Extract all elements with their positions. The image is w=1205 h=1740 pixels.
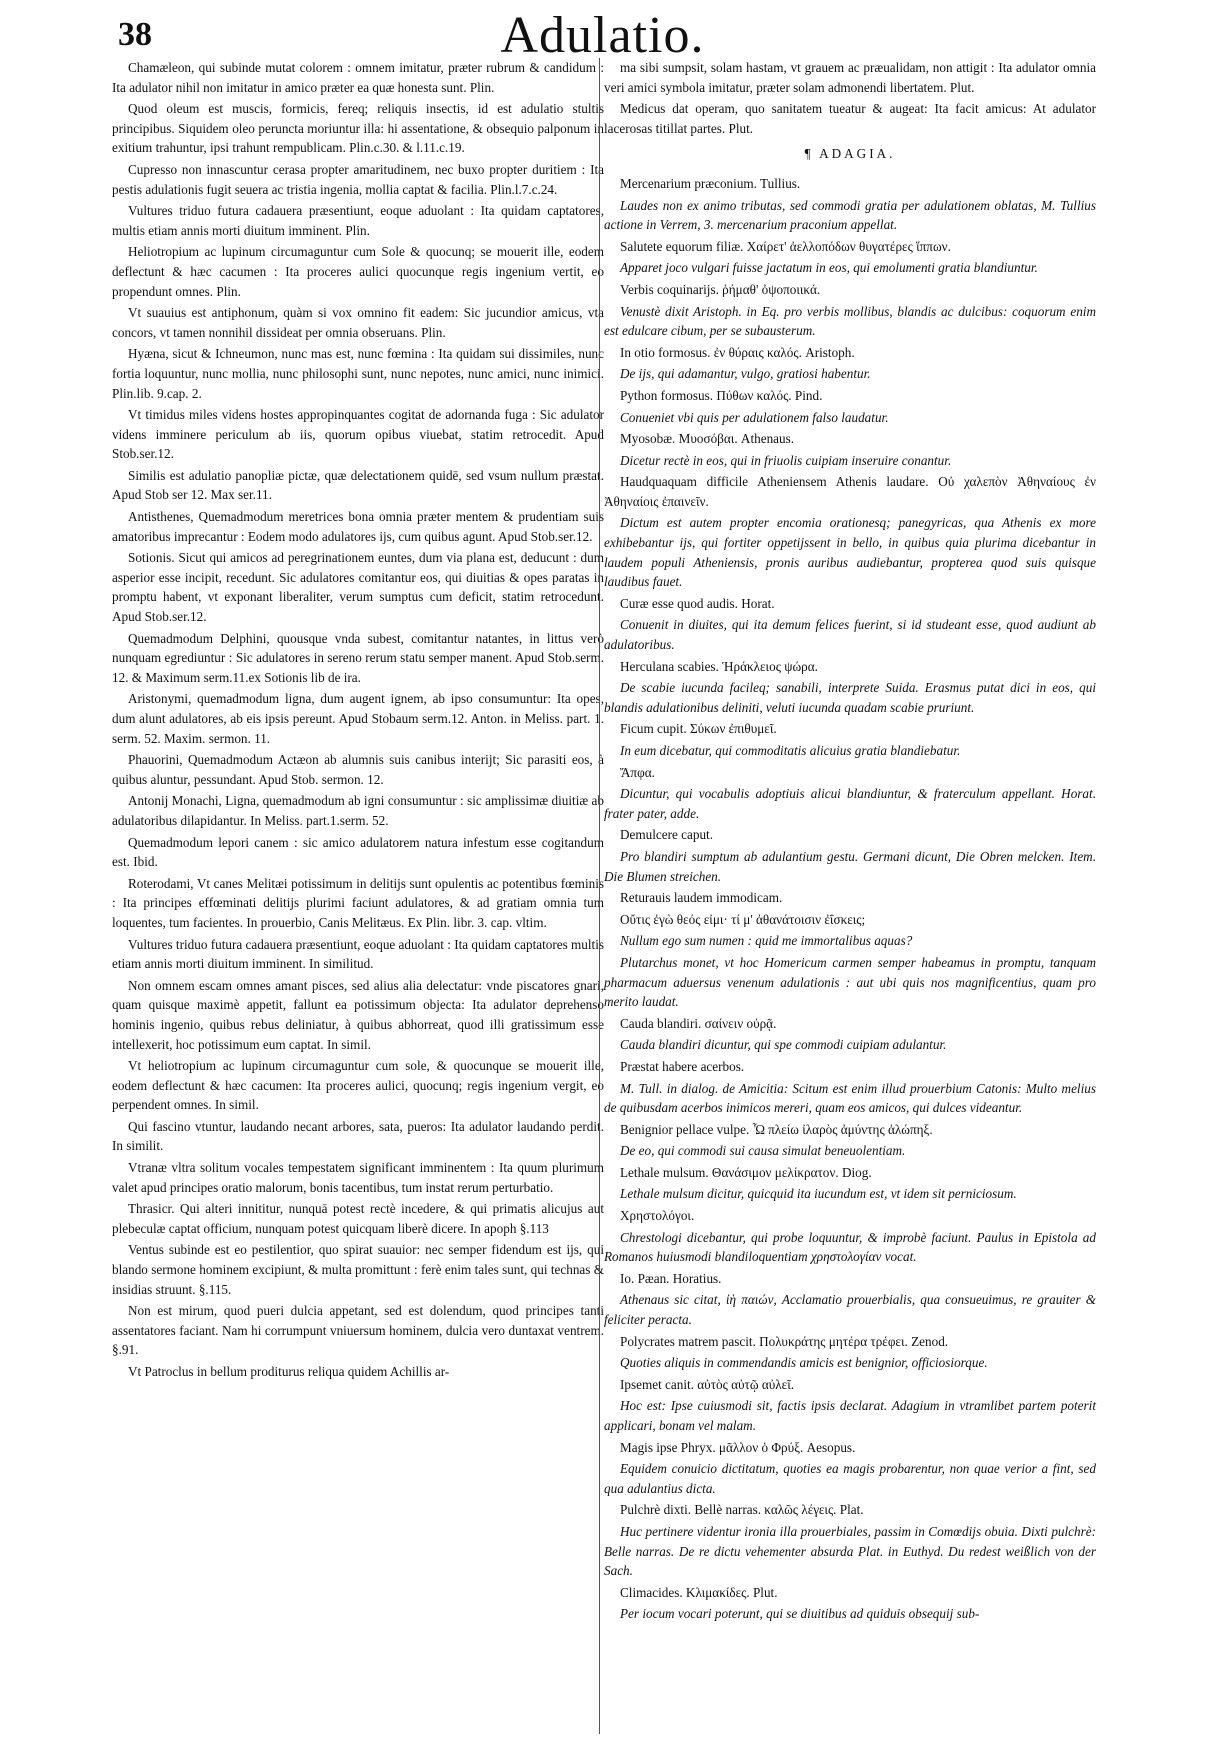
right-paragraph: Per iocum vocari poterunt, qui se diuitibus ad quiduis obsequij sub- (620, 1606, 980, 1622)
right-paragraph: Ficum cupit. Σύκων ἐπιθυμεῖ. (620, 721, 777, 737)
right-paragraph: Magis ipse Phryx. μᾶλλον ὁ Φρύξ. Aesopus. (620, 1439, 856, 1455)
right-paragraph: Mercenarium præconium. Tullius. (620, 175, 801, 191)
right-paragraph: Venustè dixit Aristoph. in Eq. pro verbis mollibus, blandis ac dulcibus: coquorum enim est edulcare cibum, per se subausterum. (604, 303, 1096, 339)
right-paragraph: Nullum ego sum numen : quid me immortalibus aquas? (620, 933, 913, 949)
left-paragraph: Quemadmodum lepori canem : sic amico adulatorem natura infestum esse cogitandum est. Ibid. (112, 834, 604, 870)
column-divider (599, 58, 600, 1734)
left-paragraph: Cupresso non innascuntur cerasa propter amaritudinem, nec buxo propter duritiem : Ita pestis adulationis fugit seuera ac tristia ingenia, mollia captat & facilia. Plin.l.7.c.24. (112, 161, 604, 197)
right-paragraph: Salutete equorum filiæ. Χαίρετ' ἀελλοπόδων θυγατέρες ἵππων. (620, 238, 951, 254)
right-paragraph: Dictum est autem propter encomia orationesq; panegyricas, qua Athenis ex more exhibebantur ijs, qui fortiter oppetijssent in bello, in quibus quia plurima dicebantur in laudem populi Atheniensis, pronis auribus audiebantur, propterea quod suis quisque laudibus fauet. (604, 515, 1096, 590)
left-paragraph: Thrasicr. Qui alteri innititur, nunquā potest rectè incedere, & qui primatis alicujus aut plebeculæ captat officium, nunquam potest quicquam liberè dicere. In apoph §.113 (112, 1201, 604, 1236)
right-paragraph: Οὔτις ἐγὼ θεός εἰμι· τί μ' ἀθανάτοισιν ἐΐσκεις; (620, 911, 866, 927)
right-paragraph: Io. Pæan. Horatius. (620, 1270, 722, 1286)
left-paragraph: Qui fascino vtuntur, laudando necant arbores, sata, pueros: Ita adulator laudando perdit. In similit. (112, 1118, 604, 1154)
right-paragraph: Lethale mulsum. Θανάσιμον μελίκρατον. Diog. (620, 1164, 872, 1180)
left-paragraph: Ventus subinde est eo pestilentior, quo spirat suauior: nec semper fidendum est ijs, qui blando sermone hominem excipiunt, & multa promittunt : ferè enim tales sunt, qui technas & insidias struunt. §.115. (112, 1242, 604, 1297)
left-paragraph: Non est mirum, quod pueri dulcia appetant, sed est dolendum, quod principes tanti assentatores faciant. Nam hi corrumpunt vniuersum hominem, dulcia vero duntaxat ventrem. §.91. (112, 1303, 604, 1358)
left-column (112, 58, 604, 1384)
right-paragraph: Conuenit in diuites, qui ita demum felices fuerint, si id studeant esse, quod audiunt ab adulatoribus. (604, 617, 1096, 653)
left-paragraph: Chamæleon, qui subinde mutat colorem : omnem imitatur, præter rubrum & candidum : Ita adulator nihil non imitatur in amico præter ea quæ honesta sunt. Plin. (112, 60, 604, 95)
right-paragraph: Benignior pellace vulpe. Ὦ πλείω ἰλαρὸς ἀμύντης ἀλώπηξ. (620, 1121, 933, 1137)
adagia-heading: ¶ ADAGIA. (804, 146, 896, 162)
right-paragraph: Returauis laudem immodicam. (620, 890, 783, 906)
right-paragraph: In eum dicebatur, qui commoditatis alicuius gratia blandiebatur. (620, 743, 961, 758)
right-paragraph: Athenaus sic citat, ἰὴ παιών, Acclamatio prouerbialis, qua consueuimus, re grauiter & feliciter peracta. (604, 1292, 1096, 1328)
right-paragraph: Medicus dat operam, quo sanitatem tueatur & augeat: Ita facit amicus: At adulator lacerosas titillat partes. Plut. (604, 101, 1096, 136)
left-paragraph: Vultures triduo futura cadauera præsentiunt, eoque aduolant : Ita quidam captatores multis etiam annis morti diuitum imminent. In similitud. (112, 936, 605, 972)
left-paragraph: Similis est adulatio panopliæ pictæ, quæ delectationem quidē, sed vsum nullum præstat. Apud Stob ser 12. Max ser.11. (112, 467, 604, 503)
right-paragraph: Dicetur rectè in eos, qui in friuolis cuipiam inseruire conantur. (620, 452, 952, 468)
left-paragraph: Non omnem escam omnes amant pisces, sed alius alia delectatur: vnde piscatores gnari, quam quisque maximè appetit, fallunt ea potissimum objecta: Ita adulator deprehenso hominis ingenio, quibus rebus deliniatur, à quibus abhorreat, quod illi gratissimum esse intellexerit, hoc potissimum eum captat. In simil. (112, 977, 604, 1052)
right-paragraph: Conueniet vbi quis per adulationem falso laudatur. (620, 409, 889, 425)
right-paragraph: Apparet joco vulgari fuisse jactatum in eos, qui emolumenti gratia blandiuntur. (620, 260, 1038, 276)
right-paragraph: Demulcere caput. (620, 827, 713, 843)
right-paragraph: Præstat habere acerbos. (620, 1058, 745, 1074)
right-paragraph: Herculana scabies. Ἡράκλειος ψώρα. (620, 658, 818, 674)
right-paragraph: Pulchrè dixti. Bellè narras. καλῶς λέγεις. Plat. (620, 1502, 864, 1518)
left-paragraph: Quemadmodum Delphini, quousque vnda subest, comitantur natantes, in littus verò nunquam egrediuntur : Sic adulatores in sereno rerum statu semper manent. Apud Stob.serm. 12. & Maximum serm.11.ex Sotionis lib de ira. (112, 630, 604, 685)
right-paragraph: Python formosus. Πύθων καλός. Pind. (620, 387, 823, 403)
page-number: 38 (118, 16, 152, 53)
right-paragraph: Dicuntur, qui vocabulis adoptiuis alicui blandiuntur, & fraterculum appellant. Horat. frater pater, adde. (604, 786, 1096, 821)
left-paragraph: Hyæna, sicut & Ichneumon, nunc mas est, nunc fœmina : Ita quidam sui dissimiles, nunc fortia loquuntur, nunc mollia, nunc philosophi sunt, nunc nepotes, nunc amici, nunc inimici. Plin.lib. 9.cap. 2. (112, 346, 604, 401)
right-paragraph: Pro blandiri sumptum ab adulantium gestu. Germani dicunt, Die Obren melcken. Item. Die Blumen streichen. (604, 848, 1096, 884)
right-paragraph: Quoties aliquis in commendandis amicis est benignior, officiosiorque. (620, 1355, 988, 1371)
right-paragraph: Myosobæ. Μυοσόβαι. Athenaus. (620, 431, 795, 447)
right-paragraph: ma sibi sumpsit, solam hastam, vt grauem ac præualidam, non attigit : Ita adulator omnia veri amici symbola imitatur, præter solam admonendi libertatem. Plut. (604, 60, 1096, 95)
left-paragraph: Sotionis. Sicut qui amicos ad peregrinationem euntes, dum via plana est, deducunt : dum asperior esse incipit, recedunt. Sic adulatores comitantur eos, qui diuitias & opes paratas in promptu habent, vt exponant liberaliter, verum sumptus cum deficit, statim retrocedunt. Apud Stob.ser.12. (112, 550, 604, 625)
left-paragraph: Vt Patroclus in bellum proditurus reliqua quidem Achillis ar- (128, 1364, 450, 1379)
right-paragraph: M. Tull. in dialog. de Amicitia: Scitum est enim illud prouerbium Catonis: Multo melius de quibusdam acerbos inimicos mereri, quam eos amicos, qui dulces videantur. (604, 1080, 1096, 1116)
right-paragraph: Plutarchus monet, vt hoc Homericum carmen semper habeamus in promptu, tanquam pharmacum aduersus venenum adulationis : aut ubi quis nos magnificentius, quam pro merito laudat. (604, 954, 1096, 1010)
right-paragraph: Lethale mulsum dicitur, quicquid ita iucundum est, vt idem sit perniciosum. (620, 1186, 1017, 1202)
right-paragraph: Chrestologi dicebantur, qui probe loquuntur, & improbè faciunt. Paulus in Epistola ad Romanos huiusmodi blandiloquentiam χρηστολογίαν vocat. (604, 1229, 1096, 1265)
right-paragraph: De ijs, qui adamantur, vulgo, gratiosi habentur. (620, 366, 871, 382)
page-title: Adulatio. (500, 7, 705, 64)
left-paragraph: Vt heliotropium ac lupinum circumaguntur cum sole, & quocunque se mouerit ille, eodem deflectunt & hæc cacumen: Ita proceres aulici, quocunq; regis ingenium vergit, eo perpendent omnes. In simil. (112, 1058, 604, 1113)
left-paragraph: Phauorini, Quemadmodum Actæon ab alumnis suis canibus interijt; Sic parasiti eos, à quibus aluntur, pessundant. Apud Stob. sermon. 12. (112, 752, 604, 787)
right-paragraph: Hoc est: Ipse cuiusmodi sit, factis ipsis declarat. Adagium in vtramlibet partem poterit applicari, bonam vel malam. (604, 1398, 1096, 1433)
right-paragraph: Cauda blandiri. σαίνειν οὐρᾷ. (620, 1015, 777, 1031)
right-paragraph: De eo, qui commodi sui causa simulat beneuolentiam. (620, 1143, 906, 1159)
right-paragraph: Ipsemet canit. αὐτὸς αὐτῷ αὐλεῖ. (620, 1376, 795, 1392)
left-paragraph: Vt timidus miles videns hostes appropinquantes cogitat de adornanda fuga : Sic adulator videns imminere periculum ab iis, quorum opibus viuebat, statim retrocedit. Apud Stob.ser.12. (112, 407, 604, 462)
left-paragraph: Aristonymi, quemadmodum ligna, dum augent ignem, ab ipso consumuntur: Ita opes, dum alunt adulatores, ab eis ipsis pereunt. Apud Stobaum serm.12. Anton. in Meliss. part. 1. serm. 52. Maxim. sermon. 11. (112, 691, 604, 746)
right-paragraph: Haudquaquam difficile Atheniensem Athenis laudare. Οὐ χαλεπὸν Ἀθηναίους ἐν Ἀθηναίοις ἐπαινεῖν. (604, 474, 1096, 509)
right-paragraph: Verbis coquinarijs. ῥήμαθ' ὀψοποιικά. (620, 281, 821, 297)
left-paragraph: Heliotropium ac lupinum circumaguntur cum Sole & quocunq; se mouerit ille, eodem deflectunt & hæc cacumen : Ita proceres aulici quocunque regis ingenium vertit, eo propendunt omnes. Plin. (112, 244, 604, 299)
right-paragraph: Curæ esse quod audis. Horat. (620, 595, 775, 611)
left-paragraph: Vt suauius est antiphonum, quàm si vox omnino fit eadem: Sic jucundior amicus, vta concors, vt tamen nonnihil dissideat per omnia obseruans. Plin. (112, 305, 604, 340)
right-paragraph: Equidem conuicio dictitatum, quoties ea magis probarentur, non quae verior a fint, sed qua adulantius dicta. (604, 1461, 1096, 1496)
left-paragraph: Antonij Monachi, Ligna, quemadmodum ab igni consumuntur : sic amplissimæ diuitiæ ab adulatoribus dilapidantur. In Meliss. part.1.serm. 52. (112, 793, 604, 828)
right-paragraph: Huc pertinere videntur ironia illa prouerbiales, passim in Comœdijs obuia. Dixti pulchrè: Belle narras. De re dictu vehementer absurda Plat. in Euthyd. Du redest weißlich von der Sach. (604, 1523, 1096, 1579)
right-paragraph: Χρηστολόγοι. (620, 1208, 695, 1224)
right-paragraph: Climacides. Κλιμακίδες. Plut. (620, 1584, 778, 1600)
right-paragraph: Cauda blandiri dicuntur, qui spe commodi cuipiam adulantur. (620, 1037, 947, 1053)
right-paragraph: Ἄπφα. (620, 764, 655, 780)
left-paragraph: Roterodami, Vt canes Melitæi potissimum in delitijs sunt opulentis ac potentibus fœminis : Ita principes effœminati delitijs plurimi faciunt adulatores, & ad gratiam omnia tum loquentes, tum facientes. In prouerbio, Canis Melitæus. Ex Plin. libr. 3. cap. vltim. (112, 875, 604, 930)
right-column (604, 58, 1096, 1626)
left-paragraph: Vtranæ vltra solitum vocales tempestatem significant imminentem : Ita quum plurimum valet apud principes oratio malorum, bonis tacentibus, tum instat rerum perturbatio. (112, 1160, 604, 1195)
right-paragraph: Polycrates matrem pascit. Πολυκράτης μητέρα τρέφει. Zenod. (620, 1333, 949, 1349)
right-paragraph: Laudes non ex animo tributas, sed commodi gratia per adulationem oblatas, M. Tullius actione in Verrem, 3. mercenarium praconium appellat. (604, 197, 1096, 233)
right-paragraph: In otio formosus. ἐν θύραις καλός. Aristoph. (620, 344, 855, 360)
left-paragraph: Vultures triduo futura cadauera præsentiunt, eoque aduolant : Ita quidam captatores, multis etiam annis morti diuitum imminent. Plin. (112, 203, 604, 238)
right-paragraph: De scabie iucunda facileq; sanabili, interprete Suida. Erasmus putat dici in eos, qui blandis adulationibus deliniti, veluti iucunda quadam scabie pruriunt. (604, 680, 1096, 715)
left-paragraph: Quod oleum est muscis, formicis, fereq; reliquis insectis, id est adulatio stultis principibus. Siquidem oleo peruncta moriuntur illa: hi assentatione, & obsequio palponum in exitium trahuntur, ipsi trahunt rempublicam. Plin.c.30. & l.11.c.19. (112, 101, 604, 156)
left-paragraph: Antisthenes, Quemadmodum meretrices bona omnia præter mentem & prudentiam suis amatoribus imprecantur : Eodem modo adulatores ijs, cum quibus agunt. Apud Stob.ser.12. (112, 509, 604, 544)
